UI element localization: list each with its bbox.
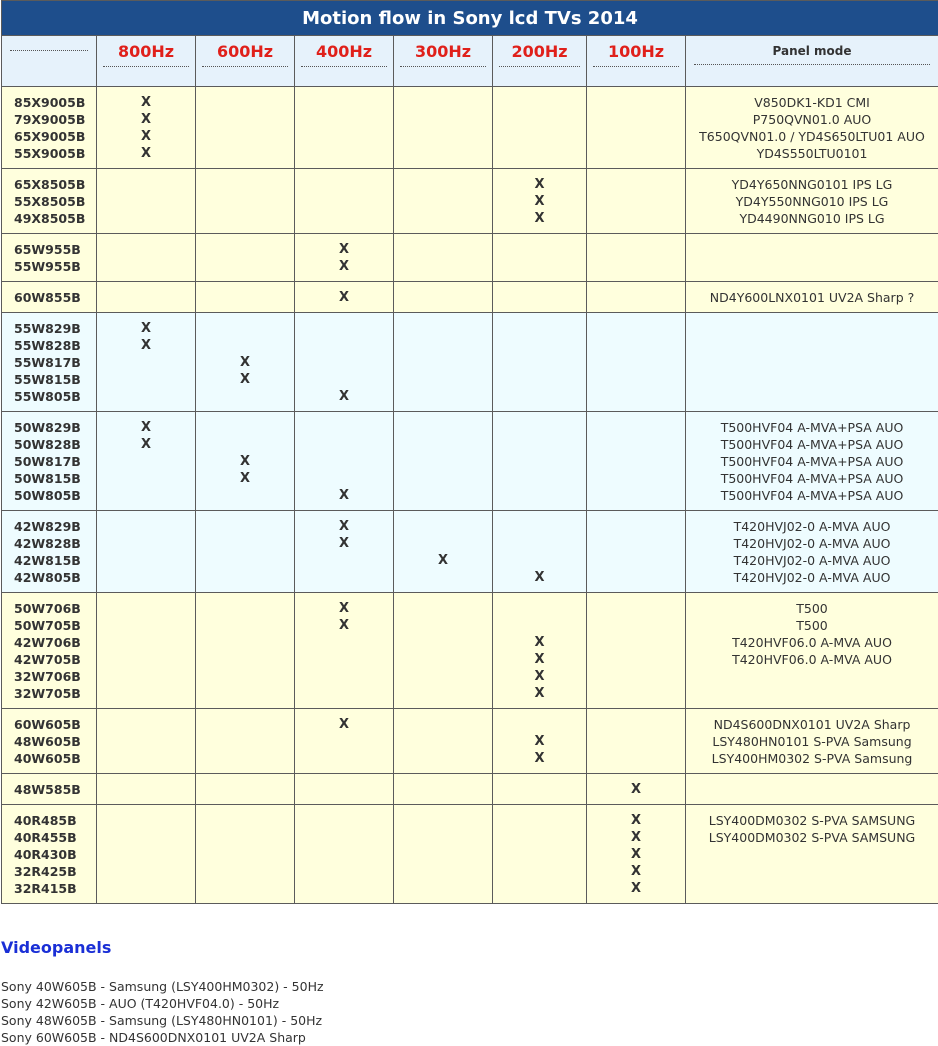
mark xyxy=(493,716,586,733)
model-name: 50W805B xyxy=(14,488,81,503)
mark-cell xyxy=(196,805,295,904)
panel-name: T420HVJ02-0 A-MVA AUO xyxy=(733,553,891,568)
mark-cell xyxy=(493,774,587,805)
model-name: 60W855B xyxy=(14,290,81,305)
mark xyxy=(295,685,393,702)
mark xyxy=(196,419,294,436)
table-body xyxy=(2,87,938,904)
mark xyxy=(97,388,195,405)
model-name: 40W605B xyxy=(14,751,81,766)
mark xyxy=(295,733,393,750)
mark xyxy=(295,668,393,685)
model-name: 55X8505B xyxy=(14,194,86,209)
mark xyxy=(295,651,393,668)
videopanels-section xyxy=(0,938,938,1046)
mark: X xyxy=(338,519,350,534)
panel-cell xyxy=(686,593,938,709)
mark-cell xyxy=(394,234,493,282)
panel-cell xyxy=(686,282,938,313)
model-cell xyxy=(2,234,97,282)
model-name: 50W829B xyxy=(14,420,81,435)
mark-cell xyxy=(394,313,493,412)
mark-cell xyxy=(493,511,587,593)
mark-cell xyxy=(587,282,686,313)
model-cell xyxy=(2,313,97,412)
mark-cell xyxy=(493,87,587,169)
mark: X xyxy=(140,437,152,452)
model-cell xyxy=(2,169,97,234)
mark: X xyxy=(239,372,251,387)
mark xyxy=(295,552,393,569)
panel-name: T500HVF04 A-MVA+PSA AUO xyxy=(720,454,904,469)
mark xyxy=(196,436,294,453)
mark-cell xyxy=(394,511,493,593)
mark-cell xyxy=(97,87,196,169)
mark xyxy=(493,617,586,634)
mark-cell xyxy=(97,313,196,412)
mark-cell xyxy=(196,282,295,313)
model-name: 55W805B xyxy=(14,389,81,404)
mark: X xyxy=(338,259,350,274)
table-row xyxy=(2,169,938,234)
model-name: 42W805B xyxy=(14,570,81,585)
mark-cell xyxy=(587,169,686,234)
mark: X xyxy=(630,864,642,879)
mark xyxy=(493,600,586,617)
mark: X xyxy=(630,830,642,845)
panel-name: V850DK1-KD1 CMI xyxy=(754,95,870,110)
model-cell xyxy=(2,87,97,169)
panel-cell xyxy=(686,169,938,234)
motion-flow-table xyxy=(1,0,938,904)
mark: X xyxy=(239,471,251,486)
mark: X xyxy=(630,782,642,797)
table-row xyxy=(2,412,938,511)
panel-name: T650QVN01.0 / YD4S650LTU01 AUO xyxy=(699,129,925,144)
panel-cell xyxy=(686,805,938,904)
mark-cell xyxy=(97,412,196,511)
mark: X xyxy=(239,454,251,469)
mark: X xyxy=(534,194,545,209)
mark-cell xyxy=(493,313,587,412)
table-title: Motion flow in Sony lcd TVs 2014 xyxy=(2,1,938,36)
mark-cell xyxy=(587,805,686,904)
model-name: 55W828B xyxy=(14,338,81,353)
mark: X xyxy=(534,570,545,585)
model-name: 60W605B xyxy=(14,717,81,732)
mark-cell xyxy=(295,805,394,904)
panel-name: LSY400DM0302 S-PVA SAMSUNG xyxy=(708,830,916,845)
model-name: 50W828B xyxy=(14,437,81,452)
panel-cell xyxy=(686,313,938,412)
table-row xyxy=(2,593,938,709)
model-name: 42W815B xyxy=(14,553,81,568)
mark xyxy=(295,453,393,470)
model-cell xyxy=(2,282,97,313)
mark xyxy=(394,518,492,535)
mark xyxy=(295,634,393,651)
mark xyxy=(295,419,393,436)
mark: X xyxy=(338,618,350,633)
table-row xyxy=(2,282,938,313)
mark-cell xyxy=(587,511,686,593)
mark: X xyxy=(140,95,152,110)
model-name: 85X9005B xyxy=(14,95,86,110)
mark-cell xyxy=(196,593,295,709)
mark: X xyxy=(140,321,152,336)
table-row xyxy=(2,709,938,774)
panel-name: YD4Y650NNG0101 IPS LG xyxy=(731,177,893,192)
mark-cell xyxy=(196,313,295,412)
mark: X xyxy=(338,389,350,404)
model-name: 42W706B xyxy=(14,635,81,650)
frequency-label: 300Hz xyxy=(414,42,472,61)
mark-cell xyxy=(587,709,686,774)
mark-cell xyxy=(295,87,394,169)
mark-cell xyxy=(493,412,587,511)
model-column-header xyxy=(2,36,97,87)
mark: X xyxy=(338,242,350,257)
mark-cell xyxy=(295,511,394,593)
mark-cell xyxy=(295,709,394,774)
mark: X xyxy=(534,751,545,766)
mark xyxy=(97,453,195,470)
mark-cell xyxy=(295,313,394,412)
panel-cell xyxy=(686,511,938,593)
panel-name: ND4S600DNX0101 UV2A Sharp xyxy=(713,717,911,732)
panel-name: T500HVF04 A-MVA+PSA AUO xyxy=(720,437,904,452)
mark: X xyxy=(140,420,152,435)
frequency-label: 400Hz xyxy=(315,42,373,61)
mark: X xyxy=(534,177,545,192)
model-name: 65W955B xyxy=(14,242,81,257)
mark-cell xyxy=(394,774,493,805)
model-name: 55W815B xyxy=(14,372,81,387)
mark: X xyxy=(338,488,350,503)
panel-name: T420HVF06.0 A-MVA AUO xyxy=(732,635,892,650)
panel-name: LSY400HM0302 S-PVA Samsung xyxy=(711,751,913,766)
frequency-label: 600Hz xyxy=(216,42,274,61)
model-name: 79X9005B xyxy=(14,112,86,127)
mark xyxy=(493,518,586,535)
frequency-label: 800Hz xyxy=(117,42,175,61)
mark: X xyxy=(140,129,152,144)
videopanel-item: Sony 40W605B - Samsung (LSY400HM0302) - 50Hz xyxy=(1,979,324,994)
mark-cell xyxy=(295,282,394,313)
table-row xyxy=(2,234,938,282)
model-name: 50W817B xyxy=(14,454,81,469)
mark: X xyxy=(534,211,545,226)
mark xyxy=(295,436,393,453)
model-name: 50W706B xyxy=(14,601,81,616)
mark: X xyxy=(534,652,545,667)
frequency-header xyxy=(97,36,196,87)
panel-name: YD4S550LTU0101 xyxy=(756,146,868,161)
mark-cell xyxy=(394,709,493,774)
model-name: 42W828B xyxy=(14,536,81,551)
mark-cell xyxy=(587,234,686,282)
mark: X xyxy=(338,601,350,616)
table-row xyxy=(2,805,938,904)
model-cell xyxy=(2,709,97,774)
mark xyxy=(493,535,586,552)
mark-cell xyxy=(587,593,686,709)
videopanel-item: Sony 48W605B - Samsung (LSY480HN0101) - 50Hz xyxy=(1,1013,323,1028)
mark: X xyxy=(630,813,642,828)
panel-mode-header xyxy=(686,36,938,87)
panel-name: T500HVF04 A-MVA+PSA AUO xyxy=(720,488,904,503)
model-name: 55W829B xyxy=(14,321,81,336)
model-name: 42W705B xyxy=(14,652,81,667)
model-name: 48W605B xyxy=(14,734,81,749)
mark xyxy=(493,552,586,569)
frequency-label: 200Hz xyxy=(511,42,568,61)
mark-cell xyxy=(295,169,394,234)
mark-cell xyxy=(196,774,295,805)
model-name: 32W706B xyxy=(14,669,81,684)
model-name: 55W955B xyxy=(14,259,81,274)
mark-cell xyxy=(196,412,295,511)
mark-cell xyxy=(97,593,196,709)
videopanels-title: Videopanels xyxy=(1,938,112,957)
mark xyxy=(196,388,294,405)
videopanels-list xyxy=(1,978,938,1046)
mark: X xyxy=(534,686,545,701)
mark xyxy=(295,470,393,487)
panel-name: T420HVF06.0 A-MVA AUO xyxy=(732,652,892,667)
model-cell xyxy=(2,412,97,511)
mark xyxy=(295,569,393,586)
panel-name: T420HVJ02-0 A-MVA AUO xyxy=(733,519,891,534)
mark-cell xyxy=(394,87,493,169)
mark-cell xyxy=(493,169,587,234)
mark-cell xyxy=(587,774,686,805)
model-name: 48W585B xyxy=(14,782,81,797)
mark-cell xyxy=(295,412,394,511)
model-name: 49X8505B xyxy=(14,211,86,226)
mark: X xyxy=(437,553,449,568)
mark xyxy=(295,750,393,767)
mark: X xyxy=(140,338,152,353)
mark-cell xyxy=(587,313,686,412)
model-name: 65X8505B xyxy=(14,177,86,192)
frequency-header xyxy=(196,36,295,87)
model-name: 40R430B xyxy=(14,847,77,862)
mark-cell xyxy=(493,234,587,282)
panel-name: YD4Y550NNG010 IPS LG xyxy=(735,194,889,209)
mark xyxy=(295,354,393,371)
mark xyxy=(97,354,195,371)
mark: X xyxy=(140,146,152,161)
frequency-header xyxy=(587,36,686,87)
mark-cell xyxy=(587,87,686,169)
mark-cell xyxy=(493,593,587,709)
mark xyxy=(196,487,294,504)
frequency-header xyxy=(295,36,394,87)
model-name: 32R425B xyxy=(14,864,77,879)
mark-cell xyxy=(97,282,196,313)
mark-cell xyxy=(587,412,686,511)
mark: X xyxy=(338,536,350,551)
mark-cell xyxy=(196,169,295,234)
mark: X xyxy=(239,355,251,370)
model-name: 55W817B xyxy=(14,355,81,370)
mark-cell xyxy=(394,593,493,709)
panel-name: LSY480HN0101 S-PVA Samsung xyxy=(712,734,912,749)
mark-cell xyxy=(97,169,196,234)
model-name: 40R485B xyxy=(14,813,77,828)
model-name: 55X9005B xyxy=(14,146,86,161)
panel-mode-label: Panel mode xyxy=(772,44,852,58)
panel-name: T500HVF04 A-MVA+PSA AUO xyxy=(720,420,904,435)
mark-cell xyxy=(295,234,394,282)
model-name: 65X9005B xyxy=(14,129,86,144)
table-row xyxy=(2,87,938,169)
mark: X xyxy=(630,881,642,896)
panel-name: T420HVJ02-0 A-MVA AUO xyxy=(733,570,891,585)
videopanel-item: Sony 60W605B - ND4S600DNX0101 UV2A Sharp xyxy=(1,1030,306,1045)
panel-name: T500 xyxy=(796,601,828,616)
panel-name: ND4Y600LNX0101 UV2A Sharp ? xyxy=(709,290,915,305)
mark-cell xyxy=(394,169,493,234)
table-row xyxy=(2,511,938,593)
panel-cell xyxy=(686,234,938,282)
mark-cell xyxy=(394,805,493,904)
model-cell xyxy=(2,593,97,709)
mark xyxy=(97,470,195,487)
mark-cell xyxy=(493,805,587,904)
model-name: 50W815B xyxy=(14,471,81,486)
model-cell xyxy=(2,774,97,805)
mark xyxy=(196,320,294,337)
frequency-label: 100Hz xyxy=(607,42,665,61)
mark: X xyxy=(140,112,152,127)
mark xyxy=(295,371,393,388)
frequency-header xyxy=(394,36,493,87)
model-name: 32W705B xyxy=(14,686,81,701)
mark xyxy=(394,535,492,552)
mark xyxy=(394,569,492,586)
header-row xyxy=(2,36,938,87)
panel-cell xyxy=(686,87,938,169)
mark: X xyxy=(630,847,642,862)
mark-cell xyxy=(97,805,196,904)
model-name: 50W705B xyxy=(14,618,81,633)
mark xyxy=(196,337,294,354)
mark-cell xyxy=(97,709,196,774)
mark-cell xyxy=(196,511,295,593)
panel-name: LSY400DM0302 S-PVA SAMSUNG xyxy=(708,813,916,828)
panel-cell xyxy=(686,774,938,805)
mark xyxy=(97,487,195,504)
mark-cell xyxy=(97,511,196,593)
panel-cell xyxy=(686,709,938,774)
model-name: 42W829B xyxy=(14,519,81,534)
frequency-header xyxy=(493,36,587,87)
mark: X xyxy=(534,635,545,650)
mark-cell xyxy=(394,282,493,313)
model-name: 32R415B xyxy=(14,881,77,896)
panel-name: T420HVJ02-0 A-MVA AUO xyxy=(733,536,891,551)
model-cell xyxy=(2,511,97,593)
mark-cell xyxy=(493,709,587,774)
mark: X xyxy=(338,290,350,305)
mark-cell xyxy=(196,234,295,282)
mark: X xyxy=(534,669,545,684)
panel-name: YD4490NNG010 IPS LG xyxy=(739,211,885,226)
mark-cell xyxy=(394,412,493,511)
table-row xyxy=(2,774,938,805)
panel-name: T500 xyxy=(796,618,828,633)
mark-cell xyxy=(196,87,295,169)
panel-name: T500HVF04 A-MVA+PSA AUO xyxy=(720,471,904,486)
mark-cell xyxy=(295,774,394,805)
panel-cell xyxy=(686,412,938,511)
mark-cell xyxy=(295,593,394,709)
mark xyxy=(295,337,393,354)
model-cell xyxy=(2,805,97,904)
mark xyxy=(295,320,393,337)
table-row xyxy=(2,313,938,412)
mark-cell xyxy=(196,709,295,774)
mark-cell xyxy=(97,774,196,805)
panel-name: P750QVN01.0 AUO xyxy=(752,112,872,127)
mark: X xyxy=(534,734,545,749)
mark-cell xyxy=(493,282,587,313)
videopanel-item: Sony 42W605B - AUO (T420HVF04.0) - 50Hz xyxy=(1,996,280,1011)
model-name: 40R455B xyxy=(14,830,77,845)
mark: X xyxy=(338,717,350,732)
mark xyxy=(97,371,195,388)
mark-cell xyxy=(97,234,196,282)
